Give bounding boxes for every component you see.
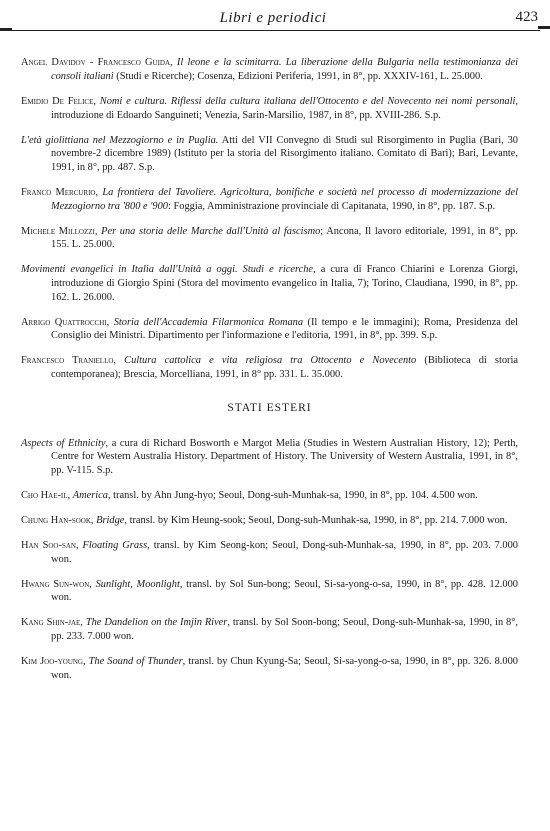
entry-author: Francesco Traniello, [21, 355, 117, 367]
entry-author: Michele Millozzi, [21, 225, 98, 237]
bibliography-entry [21, 225, 518, 252]
header-rule-mark-left [0, 28, 12, 31]
entry-details: , a cura di Franco Chiarini e Lorenza Giorgi, introduzione di Giorgio Spini (Stora del movimento evangelico in Italia, 7); Torino, Claudiana, 1990, in 8°, pp. 162. L. 26.000. [51, 264, 519, 303]
entry-author: Angel Davidov - Francesco Guida, [21, 57, 173, 69]
bibliography-entry [21, 489, 518, 503]
entry-details: , transl. by Chun Kyung-Sa; Seoul, Si-sa-yong-o-sa, 1990, in 8°, pp. 326. 8.000 won. [51, 656, 518, 681]
entry-title: The Sound of Thunder [88, 656, 183, 668]
entry-details: (Il tempo e le immagini); Roma, Presidenza del Consiglio dei Ministri. Dipartimento per l'informazione e l'editoria, 1991, in 8°, pp. 399. S.p. [51, 316, 518, 342]
bibliography-entry [21, 616, 518, 643]
entry-author: Hwang Sun-won, [21, 578, 92, 590]
bibliography-entry [21, 514, 518, 528]
entry-author: Emidio De Felice, [21, 96, 96, 108]
entry-author: Kim Joo-young, [21, 656, 86, 668]
entry-author: Kang Shin-jae, [21, 617, 83, 629]
entry-details: , introduzione di Edoardo Sanguineti; Venezia, Sarin-Marsilio, 1987, in 8°, pp. XVIII-286. S.p. [51, 96, 518, 121]
entry-details: , transl. by Sol Soon-bong; Seoul, Dong-suh-Munhak-sa, 1990, in 8°, pp. 233. 7.000 won. [51, 617, 518, 643]
entry-title: Movimenti evangelici in Italia dall'Unità a oggi. Studi e ricerche [21, 264, 314, 276]
bibliography-entry [21, 578, 518, 605]
bibliography-entry [21, 316, 518, 343]
bibliography-entry [21, 354, 518, 381]
entry-title: L'età giolittiana nel Mezzogiorno e in Puglia. [21, 134, 219, 146]
italian-entries-list [21, 46, 518, 694]
entry-title: Aspects of Ethnicity [21, 437, 106, 449]
entry-details: , transl. by Sol Sun-bong; Seoul, Si-sa-yong-o-sa, 1990, in 8°, pp. 428. 12.000 won. [51, 578, 518, 604]
entry-details: (Biblioteca di storia contemporanea); Brescia, Morcelliana, 1991, in 8° pp. 331. L. 35.000. [51, 355, 519, 380]
section-heading: STATI ESTERI [227, 401, 312, 414]
entry-title: Per una storia delle Marche dall'Unità al fascismo [101, 225, 321, 237]
entry-details: : Foggia, Amministrazione provinciale di Capitanata, 1990, in 8°, pp. 187. S.p. [168, 200, 496, 212]
entry-details: ; Ancona, Il lavoro editoriale, 1991, in 8°, pp. 155. L. 25.000. [51, 225, 518, 251]
entry-author: Franco Mercurio, [21, 187, 99, 199]
bibliography-entry [21, 95, 518, 122]
entry-title: Bridge [96, 514, 125, 526]
entry-details: Atti del VII Convegno di Studi sul Risorgimento in Puglia (Bari, 30 novembre-2 dicembre 1989) (Istituto per la storia del Risorgimento italiano. Comitato di Bari); Bari, Levante, 1991, in 8°, pp. 487. S.p. [51, 134, 518, 173]
entry-title: Floating Grass [82, 540, 148, 552]
entry-title: America [72, 489, 108, 501]
entry-details: , transl. by Ahn Jung-hyo; Seoul, Dong-suh-Munhak-sa, 1990, in 8°, pp. 104. 4.500 won. [107, 489, 478, 501]
entry-author: Arrigo Quattrocchi, [21, 316, 110, 328]
bibliography-entry [21, 655, 518, 682]
entry-title: Nomi e cultura. Riflessi della cultura italiana dell'Ottocento e del Novecento nei nomi personali [99, 96, 516, 108]
bibliography-entry [21, 56, 518, 83]
entry-details: , a cura di Richard Bosworth e Margot Melia (Studies in Western Australian History, 12); Perth, Centre for Western Australia History. Department of History. The University of Western Australia, 1991, in 8°, pp. V-115. S.p. [51, 437, 518, 476]
bibliography-entry [21, 437, 518, 478]
entry-title: Il leone e la scimitarra. La liberazione della Bulgaria nella testimonianza dei consoli italiani [51, 57, 518, 82]
entry-author: Chung Han-sook, [21, 514, 94, 526]
entry-author: Han Soo-san, [21, 540, 79, 552]
entry-details: , transl. by Kim Heung-sook; Seoul, Dong-suh-Munhak-sa, 1990, in 8°, pp. 214. 7.000 won. [124, 514, 508, 526]
entry-title: La frontiera del Tavoliere. Agricoltura, bonifiche e società nel processo di modernizzazione del Mezzogiorno tra '800 e '900 [51, 187, 518, 212]
entry-title: Cultura cattolica e vita religiosa tra Ottocento e Novecento [124, 355, 417, 367]
entry-details: (Studi e Ricerche); Cosenza, Edizioni Periferia, 1991, in 8°, pp. XXXIV-161, L. 25.000. [113, 70, 483, 82]
entry-title: Sunlight, Moonlight [95, 578, 180, 590]
bibliography-entry [21, 186, 518, 213]
page-number: 423 [515, 9, 538, 25]
running-title: Libri e periodici [219, 10, 327, 26]
header-rule-mark-right [538, 26, 550, 29]
running-head [6, 4, 540, 31]
entry-author: Cho Hae-il, [21, 489, 71, 501]
bibliography-entry [21, 539, 518, 566]
entry-details: , transl. by Kim Seong-kon; Seoul, Dong-suh-Munhak-sa, 1990, in 8°, pp. 203. 7.000 won. [51, 540, 518, 565]
entry-title: Storia dell'Accademia Filarmonica Romana [113, 316, 304, 328]
bibliography-entry [21, 134, 518, 175]
bibliography-entry [21, 263, 518, 304]
entry-title: The Dandelion on the Imjin River [85, 617, 228, 629]
